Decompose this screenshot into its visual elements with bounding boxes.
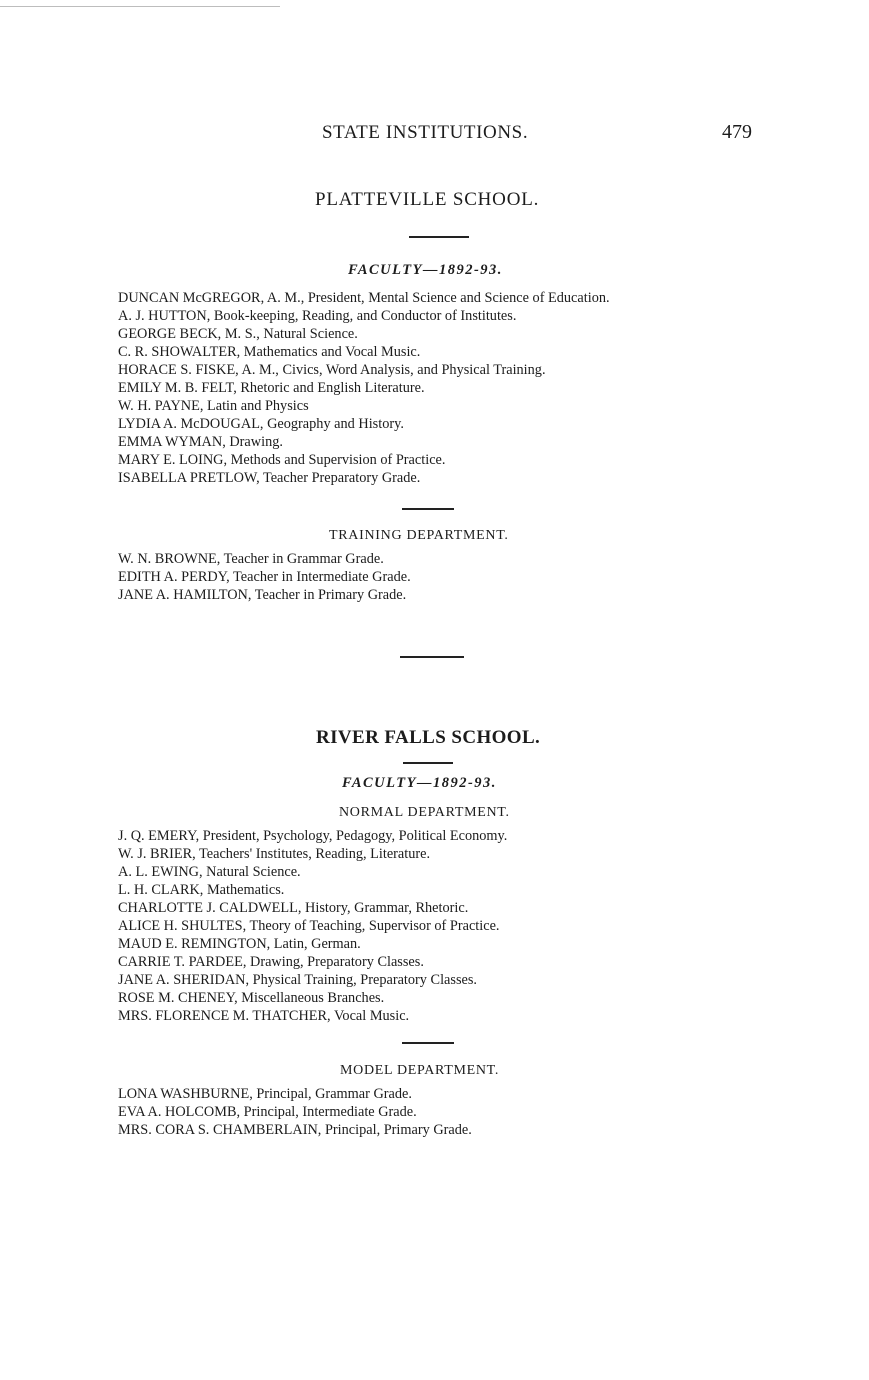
model-department-heading: MODEL DEPARTMENT. [340, 1063, 500, 1078]
training-heading: TRAINING DEPARTMENT. [329, 528, 509, 543]
list-item: C. R. SHOWALTER, Mathematics and Vocal Music. [118, 344, 421, 360]
list-item: L. H. CLARK, Mathematics. [118, 882, 285, 898]
section-rule [402, 1042, 454, 1044]
list-item: W. J. BRIER, Teachers' Institutes, Reading, Literature. [118, 846, 431, 862]
list-item: JANE A. HAMILTON, Teacher in Primary Grade. [118, 587, 407, 603]
river-falls-title: RIVER FALLS SCHOOL. [316, 727, 541, 748]
list-item: MRS. CORA S. CHAMBERLAIN, Principal, Primary Grade. [118, 1122, 472, 1138]
list-item: ROSE M. CHENEY, Miscellaneous Branches. [118, 990, 385, 1006]
list-item: JANE A. SHERIDAN, Physical Training, Preparatory Classes. [118, 972, 477, 988]
training-list [118, 550, 411, 604]
normal-department-heading: NORMAL DEPARTMENT. [339, 805, 510, 820]
platteville-faculty-heading: FACULTY—1892-93. [348, 262, 503, 278]
list-item: W. N. BROWNE, Teacher in Grammar Grade. [118, 551, 384, 567]
list-item: CHARLOTTE J. CALDWELL, History, Grammar, Rhetoric. [118, 900, 469, 916]
list-item: W. H. PAYNE, Latin and Physics [118, 398, 309, 414]
platteville-title: PLATTEVILLE SCHOOL. [315, 189, 540, 210]
platteville-faculty-list [118, 289, 610, 487]
list-item: EVA A. HOLCOMB, Principal, Intermediate Grade. [118, 1104, 417, 1120]
section-rule [403, 762, 453, 764]
list-item: MARY E. LOING, Methods and Supervision of Practice. [118, 452, 446, 468]
list-item: A. L. EWING, Natural Science. [118, 864, 301, 880]
section-rule [402, 508, 454, 510]
river-falls-faculty-heading: FACULTY—1892-93. [342, 775, 497, 791]
model-department-list [118, 1085, 472, 1139]
list-item: CARRIE T. PARDEE, Drawing, Preparatory Classes. [118, 954, 424, 970]
list-item: EMMA WYMAN, Drawing. [118, 434, 283, 450]
list-item: DUNCAN McGREGOR, A. M., President, Mental Science and Science of Education. [118, 290, 610, 306]
list-item: MAUD E. REMINGTON, Latin, German. [118, 936, 361, 952]
list-item: MRS. FLORENCE M. THATCHER, Vocal Music. [118, 1008, 410, 1024]
list-item: J. Q. EMERY, President, Psychology, Pedagogy, Political Economy. [118, 828, 508, 844]
scan-edge-line [0, 6, 280, 7]
list-item: GEORGE BECK, M. S., Natural Science. [118, 326, 358, 342]
list-item: HORACE S. FISKE, A. M., Civics, Word Analysis, and Physical Training. [118, 362, 546, 378]
list-item: ISABELLA PRETLOW, Teacher Preparatory Grade. [118, 470, 421, 486]
list-item: A. J. HUTTON, Book-keeping, Reading, and Conductor of Institutes. [118, 308, 517, 324]
list-item: ALICE H. SHULTES, Theory of Teaching, Supervisor of Practice. [118, 918, 500, 934]
running-title: STATE INSTITUTIONS. [322, 122, 529, 143]
list-item: EDITH A. PERDY, Teacher in Intermediate Grade. [118, 569, 411, 585]
list-item: EMILY M. B. FELT, Rhetoric and English Literature. [118, 380, 425, 396]
list-item: LONA WASHBURNE, Principal, Grammar Grade. [118, 1086, 412, 1102]
section-divider [400, 656, 464, 658]
normal-department-list [118, 827, 507, 1025]
section-rule [409, 236, 469, 238]
page-number: 479 [722, 121, 752, 143]
list-item: LYDIA A. McDOUGAL, Geography and History. [118, 416, 404, 432]
